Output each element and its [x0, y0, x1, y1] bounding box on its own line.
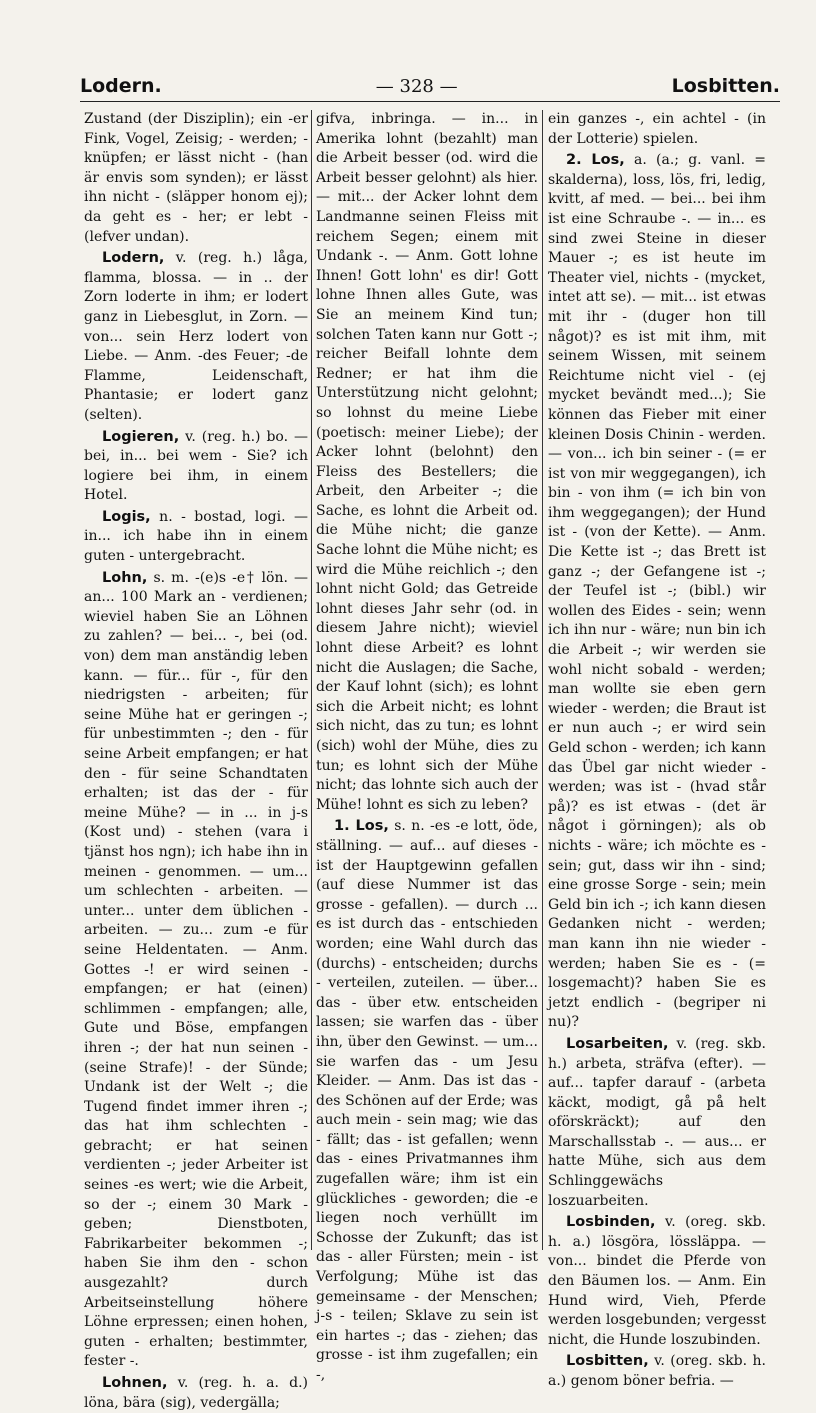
entry-headword: Losarbeiten,	[566, 1035, 669, 1052]
entry-text: n. - bostad, logi. — in... ich habe ihn in einem guten - untergebracht.	[84, 508, 308, 565]
entry-text: s. m. -(e)s -e† lön. — an... 100 Mark an - verdienen; wieviel haben Sie an Löhnen zu zahlen? — bei... -, bei (od. von) dem man anständig leben kann. — für... für -, für den niedrigsten - arbeiten; für seine Mühe hat er geringen -; für unbestimmten -; den - für seine Arbeit empfangen; er hat den - für seine Schandtaten erhalten; ist das der - für meine Mühe? — in ... in j-s (Kost und) - stehen (vara i tjänst hos ngn); ich habe ihn in meinen - genommen. — um... um schlechten - arbeiten. — unter... unter dem üblichen - arbeiten. — zu... zum -e für seine Heldentaten. — Anm. Gottes -! er wird seinen - empfangen; er hat (einen) schlimmen - empfangen; alle, Gute und Böse, empfangen ihren -; der hat nun seinen - (seine Strafe)! - der Sünde; Undank ist der Welt -; die Tugend findet immer ihren -; das hat ihm schlechten - gebracht; er hat seinen verdienten -; jeder Arbeiter ist seines -es wert; wie die Arbeit, so der -; einem 30 Mark - geben; Dienstboten, Fabrikarbeiter bekommen -; haben Sie ihm den - schon ausgezahlt? durch Arbeitseinstellung höhere Löhne erpressen; einen hohen, guten - erhalten; bestimmter, fester -.	[84, 569, 309, 1370]
dictionary-entry	[316, 817, 538, 1385]
dictionary-entry	[316, 110, 538, 815]
column-2	[316, 110, 538, 1383]
column-1	[84, 110, 309, 1411]
entry-headword: Logieren,	[102, 428, 180, 445]
entry-text: v. (oreg. skb. h. a.) genom böner befria. —	[548, 1353, 766, 1389]
dictionary-entry	[84, 1374, 308, 1413]
entry-text: a. (a.; g. vanl. = skalderna), loss, lös, fri, ledig, kvitt, af med. — bei... bei ihm ist eine Schraube -. — in... es sind zwei Steine in dieser Mauer -; es ist heute im Theater viel, nichts - (mycket, intet att se). — mit... ist etwas mit ihr - (duger hon till något)? es ist mit ihm, mit seinem Wissen, mit seinem Reichtume nicht viel - (ej mycket bevändt med...); Sie können das Fieber mit einer kleinen Dosis Chinin - werden. — von... ich bin seiner - (= er ist von mir weggegangen), ich bin - von ihm (= ich bin von ihm weggegangen); der Hund ist - (von der Kette). — Anm. Die Kette ist -; das Brett ist ganz -; der Gefangene ist -; der Teufel ist -; (bibl.) wir wollen des Eides - sein; wenn ich ihn nur - wäre; nun bin ich die Arbeit -; wir werden sie wohl nicht sobald - werden; man wollte sie eben gern wieder - werden; die Braut ist er nun auch -; er wird sein Geld schon - werden; ich kann das Übel gar nicht wieder - werden; was ist - (hvad står på)? es ist etwas - (det är något i görningen); als ob nichts - wäre; ich möchte es - sein; gut, dass wir ihn - sind; eine grosse Sorge - sein; mein Geld bin ich -; ich kann diesen Gedanken nicht - werden; man kann ihn nie wieder - werden; haben Sie es - (= losgemacht)? haben Sie es jetzt endlich - (begriper ni nu)?	[548, 152, 766, 1031]
page-number: — 328 —	[375, 76, 458, 97]
column-divider	[311, 110, 312, 1250]
running-header	[80, 72, 780, 102]
entry-text: v. (reg. skb. h.) arbeta, sträfva (efter). — auf... tapfer darauf - (arbeta käckt, modigt, gå på helt oförskräckt); auf den Marschallsstab -. — aus... er hatte Mühe, sich aus dem Schlinggewächs loszuarbeiten.	[548, 1035, 766, 1209]
dictionary-entry	[548, 151, 766, 1033]
dictionary-entry	[548, 1035, 766, 1211]
entry-headword: Lohnen,	[102, 1375, 168, 1391]
column-divider	[542, 110, 543, 1250]
dictionary-entry	[84, 428, 308, 506]
entry-headword: Lodern,	[102, 250, 165, 267]
entry-text: v. (reg. h.) låga, flamma, blossa. — in .. der Zorn loderte in ihm; er lodert ganz in Liebesglut, in Zorn. — von... sein Herz lodert von Liebe. — Anm. -des Feuer; -de Flamme, Leidenschaft, Phantasie; er lodert ganz (selten).	[84, 250, 308, 423]
entry-text: v. (reg. h. a. d.) löna, bära (sig), vedergälla;	[84, 1375, 309, 1411]
header-right-word: Losbitten.	[671, 75, 780, 97]
entry-headword: 2. Los,	[566, 152, 625, 169]
entry-headword: Logis,	[102, 508, 151, 525]
dictionary-entry	[548, 110, 766, 149]
header-left-word: Lodern.	[80, 75, 162, 97]
dictionary-entry	[84, 569, 308, 1372]
entry-headword: Losbitten,	[566, 1353, 649, 1370]
dictionary-entry	[84, 110, 308, 247]
dictionary-entry	[548, 1213, 766, 1350]
entry-text: v. (reg. h.) bo. — bei, in... bei wem - Sie? ich logiere bei ihm, in einem Hotel.	[84, 428, 309, 504]
entry-text: v. (oreg. skb. h. a.) lösgöra, lössläppa. — von... bindet die Pferde von den Bäumen los. — Anm. Ein Hund wird, Vieh, Pferde werden losgebunden; vergesst nicht, die Hunde loszubinden.	[548, 1214, 767, 1348]
entry-headword: 1. Los,	[334, 818, 389, 835]
dictionary-entry	[84, 508, 308, 567]
entry-text: gifva, inbringa. — in... in Amerika lohnt (bezahlt) man die Arbeit besser (od. wird die Arbeit besser gelohnt) als hier. — mit... der Acker lohnt dem Landmanne seinen Fleiss mit reichem Segen; einem mit Undank -. — Anm. Gott lohne Ihnen! Gott lohn' es dir! Gott lohne Ihnen alles Gute, was Sie an meinem Kind tun; solchen Taten kann nur Gott -; reicher Beifall lohnte dem Redner; er hat ihm die Unterstützung nicht gelohnt; so lohnst du meine Liebe (poetisch: meiner Liebe); der Acker lohnt (belohnt) den Fleiss des Bestellers; die Arbeit, den Arbeiter -; die Sache, es lohnt die Arbeit od. die Mühe nicht; die ganze Sache lohnt die Mühe nicht; es wird die Mühe reichlich -; den lohnt nicht Gold; das Getreide lohnt dieses Jahr sehr (od. in diesem Jahre nicht); wieviel lohnt diese Arbeit? es lohnt nicht die Auslagen; die Sache, der Kauf lohnt (sich); es lohnt sich die Arbeit nicht; es lohnt sich nicht, das zu tun; es lohnt (sich) wohl der Mühe, dies zu tun; es lohnt sich der Mühe nicht; das lohnte sich auch der Mühe! lohnt es sich zu leben?	[316, 111, 538, 813]
entry-text: s. n. -es -e lott, öde, ställning. — auf... auf dieses - ist der Hauptgewinn gefallen (auf diese Nummer ist das grosse - gefallen). — durch ... es ist durch das - entschieden worden; eine Wahl durch das (durchs) - entscheiden; durchs - verteilen, zuteilen. — über... das - über etw. entscheiden lassen; sie warfen das - über ihn, über den Gewinst. — um... sie warfen das - um Jesu Kleider. — Anm. Das ist das - des Schönen auf der Erde; was auch mein - sein mag; wie das - fällt; das - ist gefallen; wenn das - eines Privatmannes ihm zugefallen wäre; ihm ist ein glückliches - geworden; die -e liegen noch verhüllt im Schosse der Zukunft; das ist das - aller Fürsten; mein - ist Verfolgung; Mühe ist das gemeinsame - der Menschen; j-s - teilen; Sklave zu sein ist ein hartes -; das - ziehen; das grosse - ist ihm zugefallen; ein -,	[316, 818, 538, 1383]
column-3	[548, 110, 767, 1389]
entry-text: ein ganzes -, ein achtel - (in der Lotterie) spielen.	[548, 111, 766, 147]
entry-text: Zustand (der Disziplin); ein -er Fink, Vogel, Zeisig; - werden; - knüpfen; er lässt nicht - (han är envis som synden); er lässt ihn nicht - (släpper honom ej); da geht es - her; er lebt - (lefver undan).	[84, 111, 308, 245]
entry-headword: Losbinden,	[566, 1214, 656, 1231]
entry-headword: Lohn,	[102, 569, 148, 586]
dictionary-entry	[548, 1352, 766, 1391]
dictionary-entry	[84, 249, 308, 425]
